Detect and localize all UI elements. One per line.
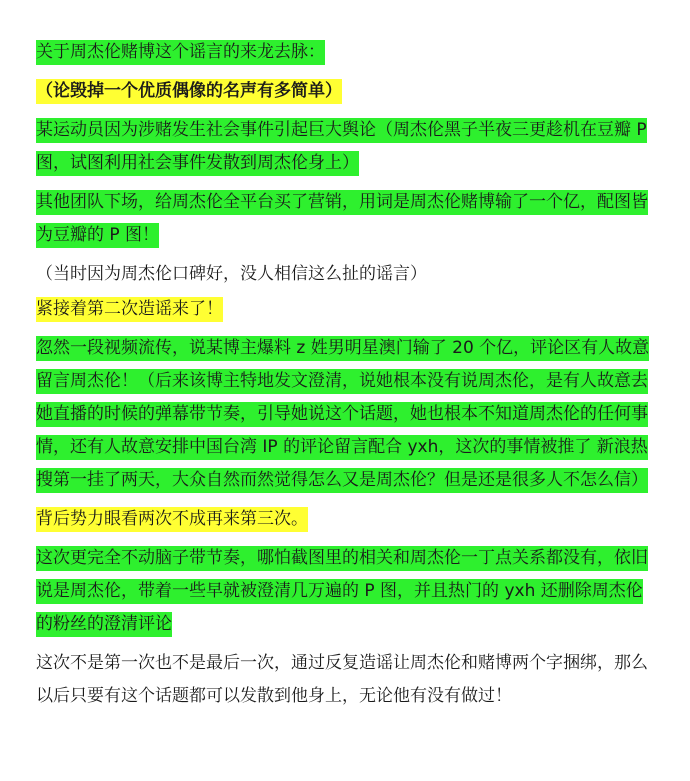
paragraph-marketing [36, 186, 656, 252]
intro-text: 关于周杰伦赌博这个谣言的来龙去脉： [36, 40, 325, 65]
paragraph-second-rumor-heading [36, 293, 656, 326]
marketing-text: 其他团队下场，给周杰伦全平台买了营销，用词是周杰伦赌博输了一个亿，配图皆为豆瓣的 P 图！ [36, 190, 648, 248]
paragraph-subtitle [36, 75, 656, 108]
second-rumor-text: 忽然一段视频流传，说某博主爆料 z 姓男明星澳门输了 20 个亿，评论区有人故意留言周杰伦！（后来该博主特地发文澄清，说她根本没有说周杰伦，是有人故意去她直播的时候的弹幕带节奏，引导她说这个话题，她也根本不知道周杰伦的任何事情，还有人故意安排中国台湾 IP 的评论留言配合 yxh，这次的事情被推了 新浪热搜第一挂了两天，大众自然而然觉得怎么又是周杰伦？但是还是很多人不怎么信） [36, 336, 649, 493]
conclusion-text: 这次不是第一次也不是最后一次，通过反复造谣让周杰伦和赌博两个字捆绑，那么以后只要有这个话题都可以发散到他身上，无论他有没有做过！ [36, 653, 648, 706]
paragraph-first-event [36, 114, 656, 180]
third-rumor-heading-text: 背后势力眼看两次不成再来第三次。 [36, 507, 308, 532]
document-body [36, 36, 656, 719]
second-rumor-heading-text: 紧接着第二次造谣来了！ [36, 297, 223, 322]
paragraph-third-rumor [36, 542, 656, 641]
third-rumor-text: 这次更完全不动脑子带节奏，哪怕截图里的相关和周杰伦一丁点关系都没有，依旧说是周杰伦，带着一些早就被澄清几万遍的 P 图，并且热门的 yxh 还删除周杰伦的粉丝的澄清评论 [36, 546, 648, 637]
first-event-text: 某运动员因为涉赌发生社会事件引起巨大舆论（周杰伦黑子半夜三更趁机在豆瓣 P 图，试图利用社会事件发散到周杰伦身上） [36, 118, 647, 176]
aside-text: （当时因为周杰伦口碑好，没人相信这么扯的谣言） [36, 264, 427, 284]
paragraph-second-rumor [36, 332, 656, 497]
subtitle-text: （论毁掉一个优质偶像的名声有多简单） [36, 79, 342, 104]
paragraph-intro [36, 36, 656, 69]
paragraph-third-rumor-heading [36, 503, 656, 536]
paragraph-conclusion [36, 647, 656, 713]
paragraph-aside [36, 258, 656, 291]
